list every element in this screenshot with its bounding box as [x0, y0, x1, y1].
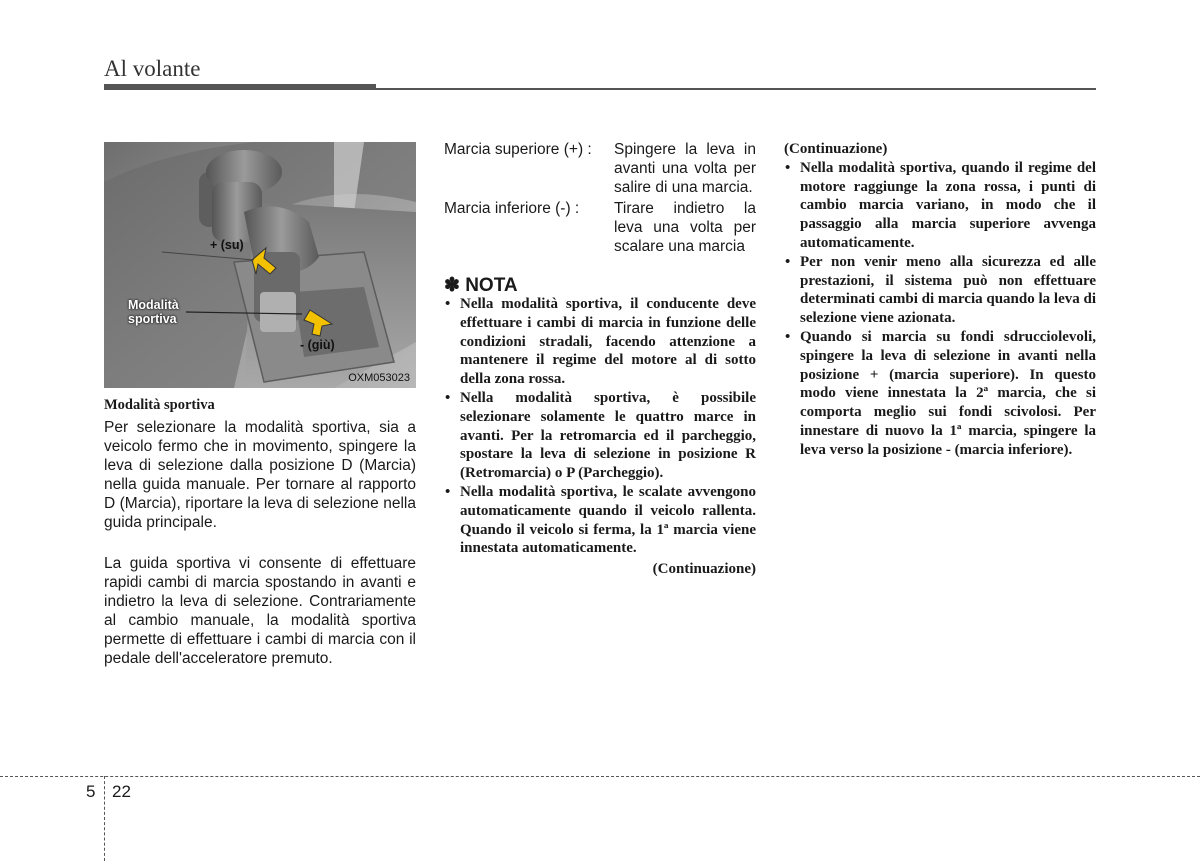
continued-bullet-list — [784, 159, 1096, 460]
column-3 — [784, 140, 1096, 460]
gear-up-description: Spingere la leva in avanti una volta per salire di una marcia. — [614, 141, 756, 196]
page-number: 22 — [112, 782, 131, 801]
chapter-number: 5 — [86, 782, 96, 801]
continued-from-label: (Continuazione) — [784, 141, 888, 157]
page-header-title: Al volante — [104, 56, 201, 81]
header-rule-thick — [104, 84, 376, 90]
gear-down-description: Tirare indietro la leva una volta per scalare una marcia — [614, 200, 756, 255]
nota-bullet-2: • Nella modalità sportiva, è possibile selezionare solamente le quattro marce in avanti. Per la retromarcia ed il parcheggio, spostare la leva di selezione in posizione R (Retromarcia) o P (Parcheggio). — [444, 389, 756, 483]
gear-down-term: Marcia inferiore (-) : — [444, 200, 580, 217]
nota-heading: ✽ NOTA — [444, 275, 518, 296]
gear-up-definition — [444, 140, 756, 197]
gear-up-term: Marcia superiore (+) : — [444, 141, 592, 158]
figure-caption: Modalità sportiva — [104, 397, 215, 413]
continued-label: (Continuazione) — [652, 561, 756, 578]
sport-mode-paragraph-2: La guida sportiva vi consente di effettuare rapidi cambi di marcia spostando in avanti e indietro la leva di selezione. Contrariamente al cambio manuale, la modalità sportiva permette di effettuare i cambi di marcia con il pedale dell'acceleratore premuto. — [104, 555, 416, 667]
gear-down-definition — [444, 199, 756, 256]
gear-shift-photo — [104, 142, 416, 388]
gear-shift-illustration — [104, 142, 416, 388]
label-sport-mode: Modalità sportiva — [128, 298, 179, 326]
continued-bullet-3: • Quando si marcia su fondi sdrucciolevoli, spingere la leva di selezione in avanti nella posizione + (marcia superiore). In questo modo viene innestata la 2ª marcia, che si comporta meglio sui fondi scivolosi. Per innestare di nuovo la 1ª marcia, spingere la leva verso la posizione - (marcia inferiore). — [784, 328, 1096, 460]
nota-bullet-list — [444, 295, 756, 558]
column-1 — [104, 396, 416, 668]
footer-dashed-divider — [104, 776, 105, 861]
footer-dashed-rule — [0, 776, 1200, 777]
continued-bullet-1: • Nella modalità sportiva, quando il regime del motore raggiunge la zona rossa, i punti di cambio marcia variano, in modo che il passaggio alla marcia superiore avvenga automaticamente. — [784, 159, 1096, 253]
figure-code: OXM053023 — [348, 372, 410, 384]
nota-bullet-1: • Nella modalità sportiva, il conducente deve effettuare i cambi di marcia in funzione delle condizioni stradali, facendo attenzione a mantenere il regime del motore al di sotto della zona rossa. — [444, 295, 756, 389]
label-down: - (giù) — [300, 338, 335, 352]
header-rule-thin — [376, 88, 1096, 90]
column-2 — [444, 140, 756, 579]
label-up: + (su) — [210, 238, 244, 252]
nota-bullet-3: • Nella modalità sportiva, le scalate avvengono automaticamente quando il veicolo rallenta. Quando il veicolo si ferma, la 1ª marcia viene innestata automaticamente. — [444, 483, 756, 558]
sport-mode-paragraph-1: Per selezionare la modalità sportiva, sia a veicolo fermo che in movimento, spingere la leva di selezione dalla posizione D (Marcia) nella guida manuale. Per tornare al rapporto D (Marcia), riportare la leva di selezione nella guida principale. — [104, 419, 416, 531]
continued-bullet-2: • Per non venir meno alla sicurezza ed alle prestazioni, il sistema può non effettuare determinati cambi di marcia quando la leva di selezione viene azionata. — [784, 253, 1096, 328]
